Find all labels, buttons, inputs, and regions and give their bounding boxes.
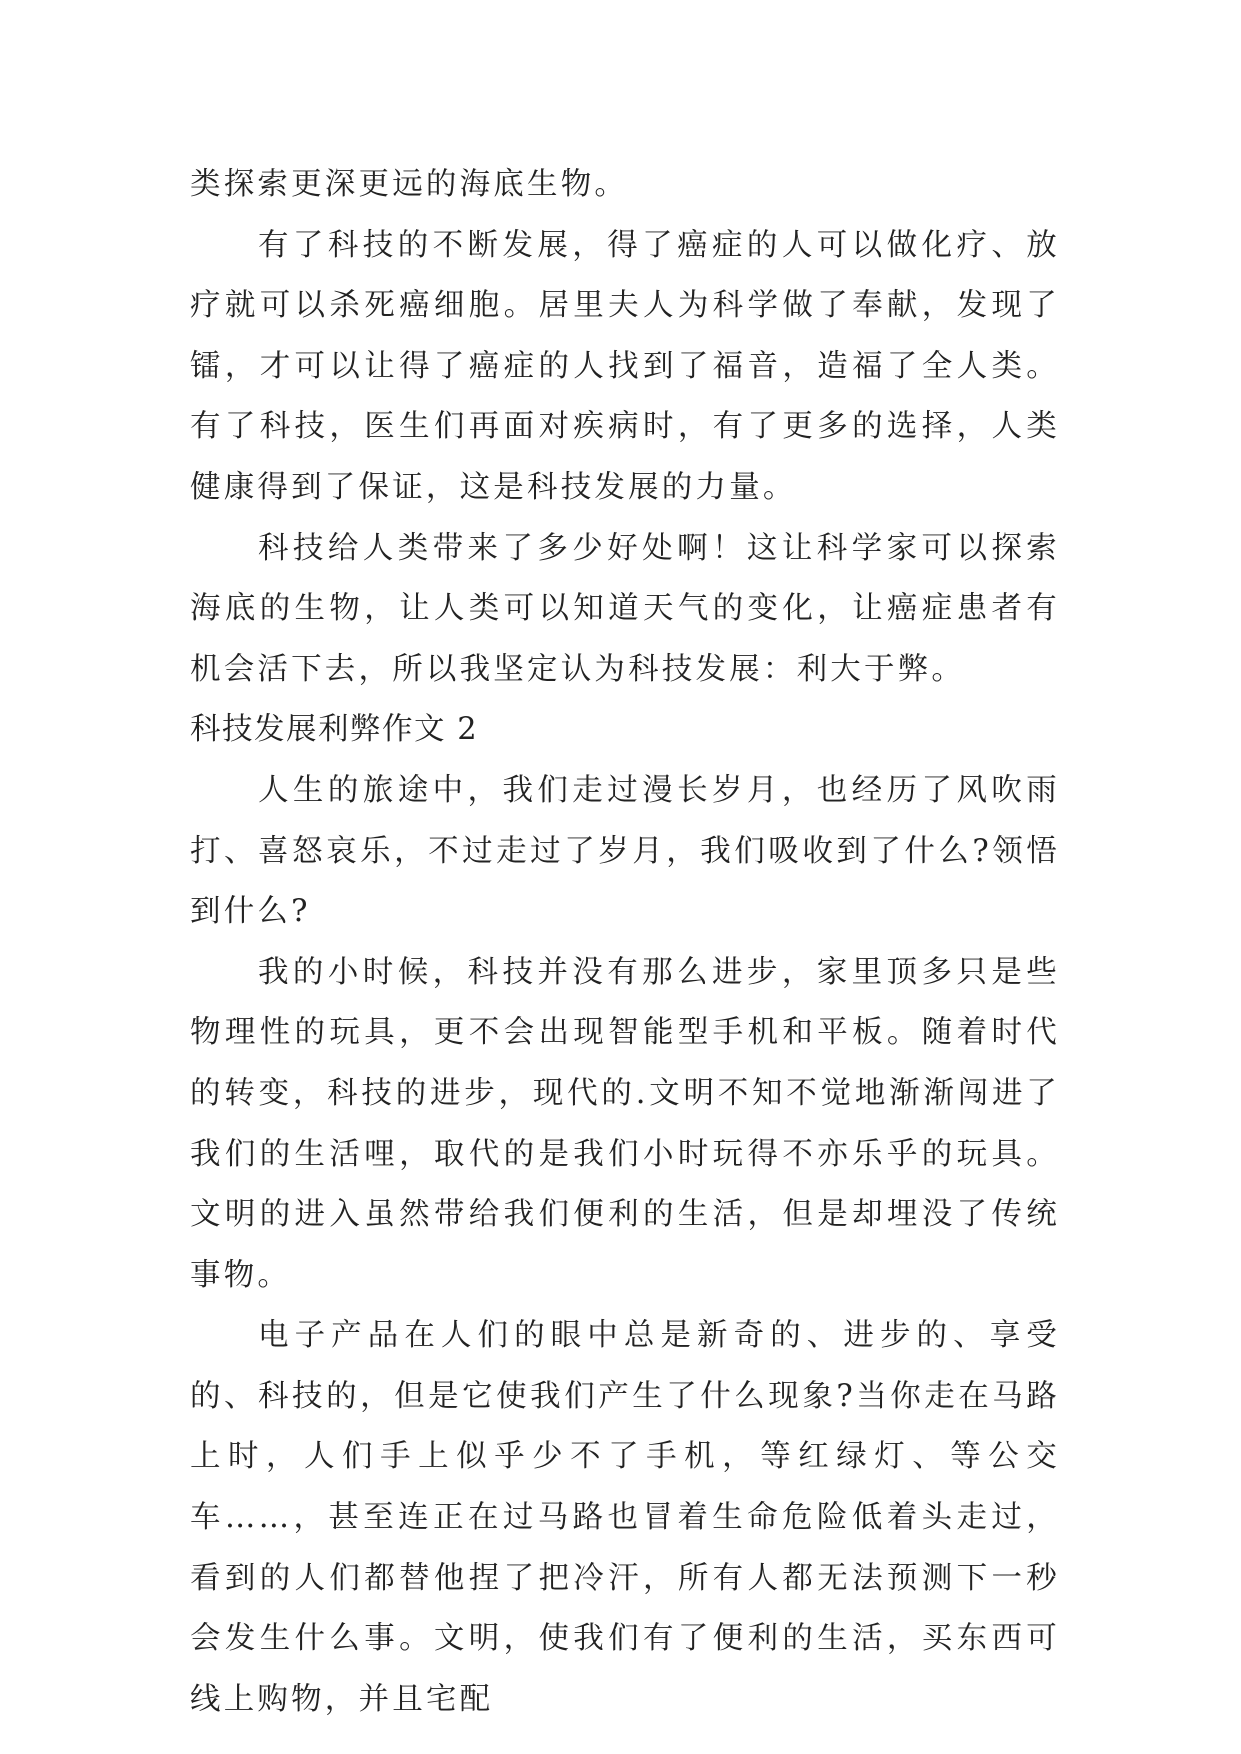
document-body: [190, 155, 1060, 1730]
paragraph: 我的小时候，科技并没有那么进步，家里顶多只是些物理性的玩具，更不会出现智能型手机和平板。随着时代的转变，科技的进步，现代的.文明不知不觉地渐渐闯进了我们的生活哩，取代的是我们小时玩得不亦乐乎的玩具。文明的进入虽然带给我们便利的生活，但是却埋没了传统事物。: [190, 954, 1060, 1293]
paragraph: 科技给人类带来了多少好处啊！这让科学家可以探索海底的生物，让人类可以知道天气的变化，让癌症患者有机会活下去，所以我坚定认为科技发展：利大于弊。: [190, 530, 1060, 687]
section-heading: 科技发展利弊作文 2: [190, 712, 479, 748]
paragraph: 类探索更深更远的海底生物。: [190, 167, 629, 202]
paragraph: 人生的旅途中，我们走过漫长岁月，也经历了风吹雨打、喜怒哀乐，不过走过了岁月，我们吸收到了什么?领悟到什么?: [190, 772, 1060, 930]
paragraph: 电子产品在人们的眼中总是新奇的、进步的、享受的、科技的，但是它使我们产生了什么现象?当你走在马路上时，人们手上似乎少不了手机，等红绿灯、等公交车……，甚至连正在过马路也冒着生命危险低着头走过，看到的人们都替他捏了把冷汗，所有人都无法预测下一秒会发生什么事。文明，使我们有了便利的生活，买东西可线上购物，并且宅配: [190, 1318, 1060, 1717]
paragraph: 有了科技的不断发展，得了癌症的人可以做化疗、放疗就可以杀死癌细胞。居里夫人为科学做了奉献，发现了镭，才可以让得了癌症的人找到了福音，造福了全人类。有了科技，医生们再面对疾病时，有了更多的选择，人类健康得到了保证，这是科技发展的力量。: [190, 227, 1060, 505]
